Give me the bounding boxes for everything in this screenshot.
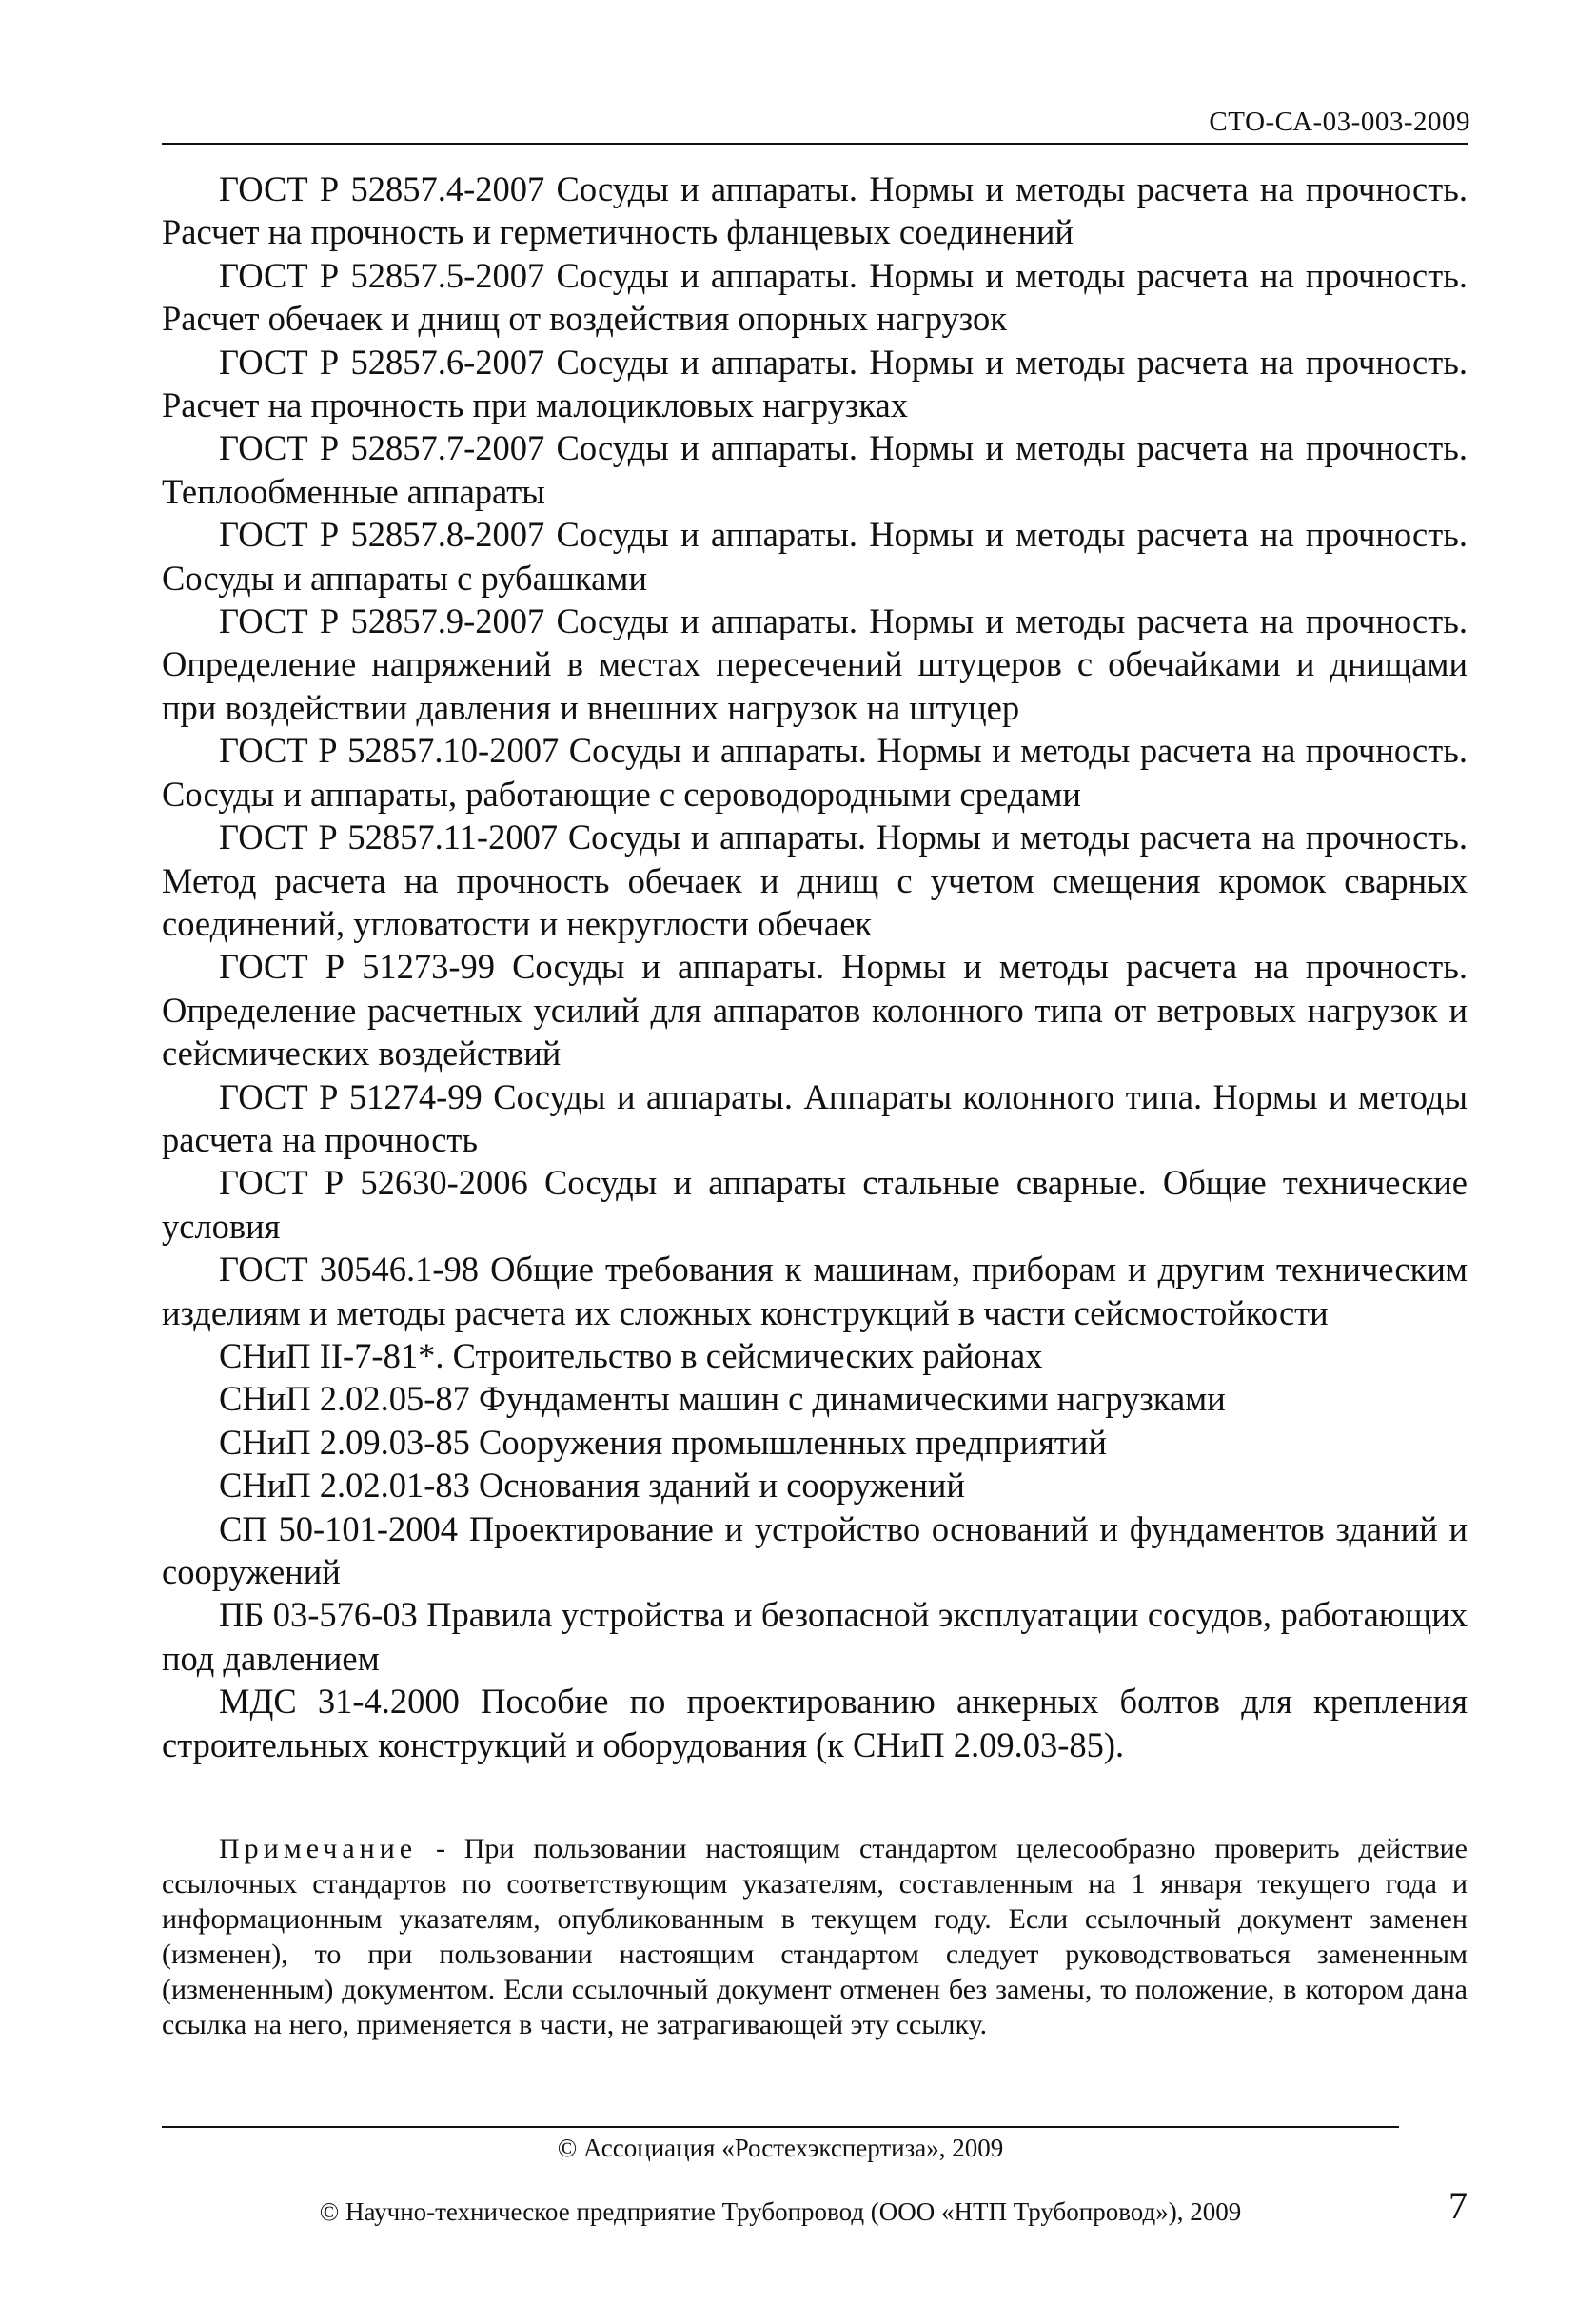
reference-item: ГОСТ Р 52857.11-2007 Сосуды и аппараты. Нормы и методы расчета на прочность. Метод расчета на прочность обечаек и днищ с учетом смещения кромок сварных соединений, угловатости и некруглости обечаек — [162, 817, 1468, 943]
reference-item: СНиП II-7-81*. Строительство в сейсмических районах — [219, 1335, 1043, 1375]
reference-item: СНиП 2.02.05-87 Фундаменты машин с динамическими нагрузками — [219, 1379, 1226, 1419]
reference-item: ГОСТ Р 52857.8-2007 Сосуды и аппараты. Нормы и методы расчета на прочность. Сосуды и аппараты с рубашками — [162, 515, 1468, 598]
reference-item: ГОСТ Р 52857.6-2007 Сосуды и аппараты. Нормы и методы расчета на прочность. Расчет на прочность при малоцикловых нагрузках — [162, 342, 1468, 425]
reference-item: ГОСТ Р 51273-99 Сосуды и аппараты. Нормы и методы расчета на прочность. Определение расчетных усилий для аппаратов колонного типа от ветровых нагрузок и сейсмических воздействий — [162, 947, 1468, 1073]
reference-item: МДС 31-4.2000 Пособие по проектированию анкерных болтов для крепления строительных конструкций и оборудования (к СНиП 2.09.03-85). — [162, 1682, 1468, 1764]
copyright-association: © Ассоциация «Ростехэкспертиза», 2009 — [557, 2134, 1004, 2162]
reference-item: ГОСТ Р 52857.7-2007 Сосуды и аппараты. Нормы и методы расчета на прочность. Теплообменные аппараты — [162, 428, 1468, 511]
note-label: Примечание — [219, 1833, 418, 1864]
reference-item: СП 50-101-2004 Проектирование и устройство оснований и фундаментов зданий и сооружений — [162, 1508, 1468, 1591]
reference-item: СНиП 2.02.01-83 Основания зданий и сооружений — [219, 1466, 965, 1506]
reference-item: ГОСТ Р 52857.10-2007 Сосуды и аппараты. Нормы и методы расчета на прочность. Сосуды и аппараты, работающие с сероводородными средами — [162, 731, 1468, 814]
reference-item: СНиП 2.09.03-85 Сооружения промышленных предприятий — [219, 1422, 1107, 1462]
reference-item: ПБ 03-576-03 Правила устройства и безопасной эксплуатации сосудов, работающих под давлением — [162, 1595, 1468, 1678]
document-code: СТО-СА-03-003-2009 — [1209, 107, 1470, 137]
reference-item: ГОСТ Р 52857.4-2007 Сосуды и аппараты. Нормы и методы расчета на прочность. Расчет на прочность и герметичность фланцевых соединений — [162, 169, 1468, 252]
references-list — [162, 167, 1468, 1766]
reference-item: ГОСТ Р 52630-2006 Сосуды и аппараты стальные сварные. Общие технические условия — [162, 1163, 1468, 1246]
reference-item: ГОСТ Р 52857.9-2007 Сосуды и аппараты. Нормы и методы расчета на прочность. Определение напряжений в местах пересечений штуцеров с обечайками и днищами при воздействии давления и внешних нагрузок на штуцер — [162, 601, 1468, 727]
reference-item: ГОСТ Р 51274-99 Сосуды и аппараты. Аппараты колонного типа. Нормы и методы расчета на прочность — [162, 1076, 1468, 1159]
reference-item: ГОСТ Р 52857.5-2007 Сосуды и аппараты. Нормы и методы расчета на прочность. Расчет обечаек и днищ от воздействия опорных нагрузок — [162, 255, 1468, 339]
page-number: 7 — [1448, 2184, 1468, 2227]
note-paragraph — [162, 1831, 1468, 2042]
copyright-enterprise: © Научно-техническое предприятие Трубопровод (ООО «НТП Трубопровод»), 2009 — [319, 2197, 1242, 2226]
note-text: - При пользовании настоящим стандартом целесообразно проверить действие ссылочных стандартов по соответствующим указателям, составленным на 1 января текущего года и информационным указателям, опубликованным в текущем году. Если ссылочный документ заменен (изменен), то при пользовании настоящим стандартом следует руководствоваться замененным (измененным) документом. Если ссылочный документ отменен без замены, то положение, в котором дана ссылка на него, применяется в части, не затрагивающей эту ссылку. — [162, 1833, 1468, 2040]
footer-rule — [162, 2126, 1399, 2128]
header-rule — [162, 143, 1468, 145]
reference-item: ГОСТ 30546.1-98 Общие требования к машинам, приборам и другим техническим изделиям и методы расчета их сложных конструкций в части сейсмостойкости — [162, 1250, 1468, 1332]
